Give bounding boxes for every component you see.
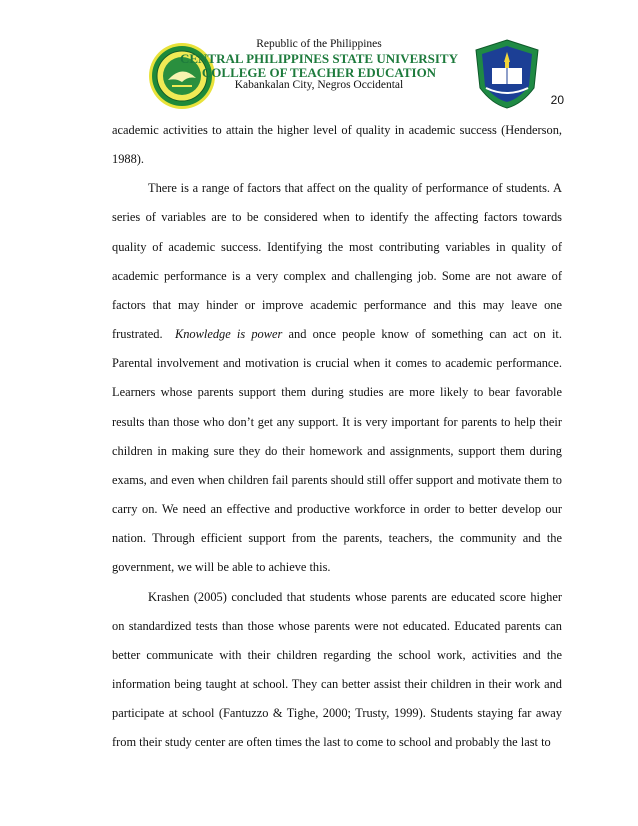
letterhead	[0, 0, 638, 100]
header-republic: Republic of the Philippines	[256, 38, 382, 50]
paragraph-continuation: academic activities to attain the higher level of quality in academic success (Henderson, 1988).	[112, 123, 562, 167]
header-location: Kabankalan City, Negros Occidental	[234, 79, 404, 91]
paragraph-factors-text-b: and once people know of something can act on it. Parental involvement and motivation is crucial when it comes to academic performance. Learners whose parents support them during studies are more likely to bear favorable results than those who don’t get any support. It is very important for parents to help their children in making sure they do their homework and assignments, support them during exams, and even when children fail parents should still offer support and motivate them to carry on. We need an effective and productive workforce in order to better develop our nation. Through efficient support from the parents, teachers, the community and the government, we will be able to achieve this.	[112, 327, 562, 575]
paragraph-factors-text-a: There is a range of factors that affect on the quality of performance of students. A series of variables are to be considered when to identify the affecting factors towards quality of academic success. Identifying the most contributing variables in quality of academic performance is a very complex and challenging job. Some are not aware of factors that may hinder or improve academic performance and this may leave one frustrated.	[112, 181, 562, 342]
knowledge-is-power-emphasis: Knowledge is power	[174, 327, 283, 342]
header-university: CENTRAL PHILIPPINES STATE UNIVERSITY	[179, 51, 458, 66]
paragraph-factors	[112, 174, 562, 582]
college-seal-icon	[472, 38, 542, 110]
paragraph-krashen: Krashen (2005) concluded that students whose parents are educated score higher on standardized tests than those whose parents were not educated. Educated parents can better communicate with their children regarding the school work, activities and the information being taught at school. They can better assist their children in their work and participate at school (Fantuzzo & Tighe, 2000; Trusty, 1999). Students staying far away from their study center are often times the last to come to school and probably the last to	[112, 589, 562, 750]
header-college: COLLEGE OF TEACHER EDUCATION	[201, 65, 437, 80]
page-number: 20	[550, 93, 564, 107]
body-text	[112, 116, 562, 757]
